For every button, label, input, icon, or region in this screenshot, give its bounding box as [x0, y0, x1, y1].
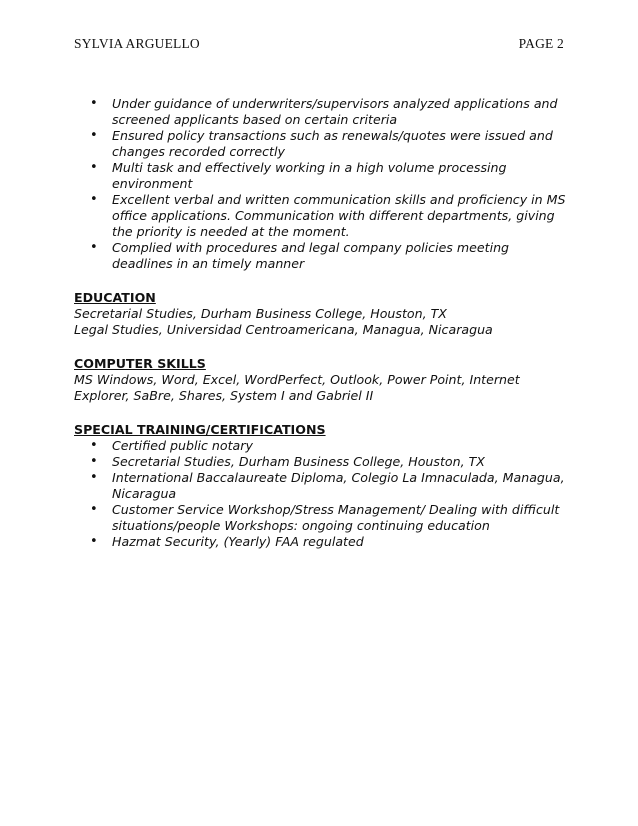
resume-content — [74, 96, 566, 550]
experience-bullet: • Excellent verbal and written communication skills and proficiency in MS office applications. Communication with different departments, giving the priority is needed at the moment. — [74, 192, 566, 240]
education-section — [74, 290, 566, 338]
training-bullet: • Certified public notary — [74, 438, 566, 454]
experience-bullet: • Complied with procedures and legal company policies meeting deadlines in an timely manner — [74, 240, 566, 272]
computer-skills-text: MS Windows, Word, Excel, WordPerfect, Outlook, Power Point, Internet Explorer, SaBre, Shares, System I and Gabriel II — [74, 372, 520, 403]
header-name: SYLVIA ARGUELLO — [74, 36, 200, 51]
training-bullet: • Hazmat Security, (Yearly) FAA regulated — [74, 534, 566, 550]
page-header — [74, 36, 564, 52]
header-page-number: PAGE 2 — [518, 36, 564, 51]
education-heading: EDUCATION — [74, 290, 156, 305]
experience-bullet: • Ensured policy transactions such as renewals/quotes were issued and changes recorded correctly — [74, 128, 566, 160]
experience-bullet-list — [74, 96, 566, 272]
education-line: Secretarial Studies, Durham Business College, Houston, TX — [74, 306, 447, 321]
experience-bullet: • Multi task and effectively working in a high volume processing environment — [74, 160, 566, 192]
training-section — [74, 422, 566, 550]
experience-bullet: • Under guidance of underwriters/supervisors analyzed applications and screened applicants based on certain criteria — [74, 96, 566, 128]
training-bullet: • Customer Service Workshop/Stress Management/ Dealing with difficult situations/people Workshops: ongoing continuing education — [74, 502, 566, 534]
computer-skills-heading: COMPUTER SKILLS — [74, 356, 206, 371]
training-bullet: • Secretarial Studies, Durham Business College, Houston, TX — [74, 454, 566, 470]
computer-skills-section — [74, 356, 566, 404]
training-bullet-list — [74, 438, 566, 550]
training-heading: SPECIAL TRAINING/CERTIFICATIONS — [74, 422, 326, 437]
training-bullet: • International Baccalaureate Diploma, Colegio La Imnaculada, Managua, Nicaragua — [74, 470, 566, 502]
education-line: Legal Studies, Universidad Centroamericana, Managua, Nicaragua — [74, 322, 493, 337]
